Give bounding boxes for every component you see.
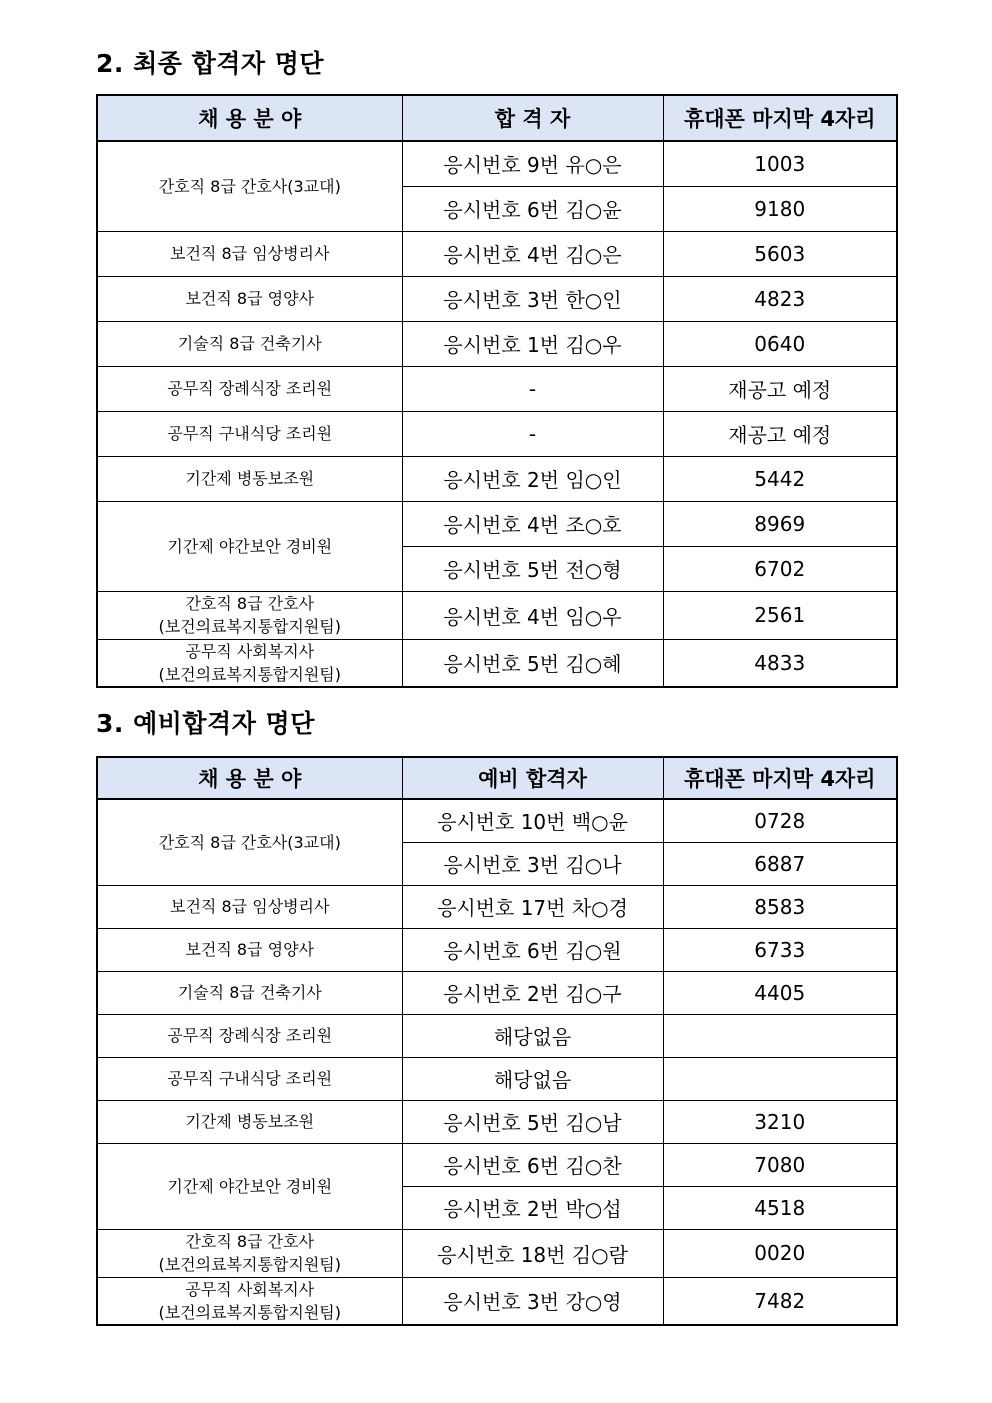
header-phone: 휴대폰 마지막 4자리 bbox=[663, 757, 897, 799]
table-row bbox=[97, 276, 897, 321]
reserve-section-title: 3. 예비합격자 명단 bbox=[96, 709, 315, 738]
person-cell: 응시번호 5번 전○형 bbox=[402, 546, 663, 591]
field-cell: 기간제 병동보조원 bbox=[97, 456, 402, 501]
table-row bbox=[97, 366, 897, 411]
field-cell: 기간제 야간보안 경비원 bbox=[97, 501, 402, 591]
field-cell: 보건직 8급 임상병리사 bbox=[97, 885, 402, 928]
field-cell: 보건직 8급 임상병리사 bbox=[97, 231, 402, 276]
field-cell: 보건직 8급 영양사 bbox=[97, 276, 402, 321]
table-row bbox=[97, 456, 897, 501]
phone-cell: 0728 bbox=[663, 799, 897, 842]
table-row bbox=[97, 501, 897, 546]
reserve-table bbox=[96, 756, 898, 1326]
field-cell: 공무직 장례식장 조리원 bbox=[97, 366, 402, 411]
phone-cell: 5603 bbox=[663, 231, 897, 276]
header-person: 예비 합격자 bbox=[402, 757, 663, 799]
table-row bbox=[97, 591, 897, 639]
person-cell: 응시번호 9번 유○은 bbox=[402, 141, 663, 186]
header-phone: 휴대폰 마지막 4자리 bbox=[663, 95, 897, 141]
person-cell: 응시번호 18번 김○람 bbox=[402, 1229, 663, 1277]
person-cell: 응시번호 1번 김○우 bbox=[402, 321, 663, 366]
table-row bbox=[97, 1277, 897, 1325]
person-cell: - bbox=[402, 411, 663, 456]
field-cell: 간호직 8급 간호사(3교대) bbox=[97, 799, 402, 885]
field-line: (보건의료복지통합지원팀) bbox=[158, 1255, 341, 1274]
phone-cell: 1003 bbox=[663, 141, 897, 186]
phone-cell bbox=[663, 1057, 897, 1100]
phone-cell: 5442 bbox=[663, 456, 897, 501]
phone-cell: 7482 bbox=[663, 1277, 897, 1325]
table-row bbox=[97, 639, 897, 687]
field-line: 공무직 사회복지사 bbox=[185, 1279, 315, 1299]
final-header-row bbox=[97, 95, 897, 141]
phone-cell: 재공고 예정 bbox=[663, 411, 897, 456]
phone-cell: 8969 bbox=[663, 501, 897, 546]
table-row bbox=[97, 231, 897, 276]
phone-cell: 6733 bbox=[663, 928, 897, 971]
table-row bbox=[97, 1100, 897, 1143]
person-cell: 해당없음 bbox=[402, 1057, 663, 1100]
table-row bbox=[97, 1229, 897, 1277]
phone-cell: 2561 bbox=[663, 591, 897, 639]
field-line: 간호직 8급 간호사 bbox=[185, 594, 315, 613]
field-cell: 기간제 병동보조원 bbox=[97, 1100, 402, 1143]
table-row bbox=[97, 1057, 897, 1100]
table-row bbox=[97, 885, 897, 928]
field-cell bbox=[97, 639, 402, 687]
field-line: (보건의료복지통합지원팀) bbox=[158, 1302, 341, 1322]
person-cell: 응시번호 3번 한○인 bbox=[402, 276, 663, 321]
field-cell: 보건직 8급 영양사 bbox=[97, 928, 402, 971]
phone-cell: 6887 bbox=[663, 842, 897, 885]
header-field: 채 용 분 야 bbox=[97, 95, 402, 141]
phone-cell: 0020 bbox=[663, 1229, 897, 1277]
phone-cell: 8583 bbox=[663, 885, 897, 928]
person-cell: 응시번호 6번 김○찬 bbox=[402, 1143, 663, 1186]
person-cell: 응시번호 4번 임○우 bbox=[402, 591, 663, 639]
field-line: (보건의료복지통합지원팀) bbox=[158, 664, 341, 684]
person-cell: 응시번호 17번 차○경 bbox=[402, 885, 663, 928]
person-cell: 응시번호 6번 김○윤 bbox=[402, 186, 663, 231]
phone-cell: 0640 bbox=[663, 321, 897, 366]
field-cell: 기술직 8급 건축기사 bbox=[97, 971, 402, 1014]
field-cell bbox=[97, 591, 402, 639]
person-cell: 응시번호 10번 백○윤 bbox=[402, 799, 663, 842]
person-cell: 응시번호 4번 조○호 bbox=[402, 501, 663, 546]
person-cell: 응시번호 5번 김○남 bbox=[402, 1100, 663, 1143]
field-cell: 기간제 야간보안 경비원 bbox=[97, 1143, 402, 1229]
reserve-header-row bbox=[97, 757, 897, 799]
phone-cell bbox=[663, 1014, 897, 1057]
table-row bbox=[97, 799, 897, 842]
phone-cell: 4823 bbox=[663, 276, 897, 321]
field-cell bbox=[97, 1229, 402, 1277]
person-cell: 응시번호 2번 임○인 bbox=[402, 456, 663, 501]
table-row bbox=[97, 1014, 897, 1057]
person-cell: 응시번호 2번 김○구 bbox=[402, 971, 663, 1014]
table-row bbox=[97, 411, 897, 456]
field-cell bbox=[97, 1277, 402, 1325]
person-cell: 응시번호 5번 김○혜 bbox=[402, 639, 663, 687]
phone-cell: 4518 bbox=[663, 1186, 897, 1229]
phone-cell: 3210 bbox=[663, 1100, 897, 1143]
person-cell: 응시번호 3번 강○영 bbox=[402, 1277, 663, 1325]
final-table bbox=[96, 94, 898, 688]
field-cell: 간호직 8급 간호사(3교대) bbox=[97, 141, 402, 231]
person-cell: 응시번호 3번 김○나 bbox=[402, 842, 663, 885]
header-person: 합 격 자 bbox=[402, 95, 663, 141]
person-cell: 응시번호 4번 김○은 bbox=[402, 231, 663, 276]
person-cell: 응시번호 6번 김○원 bbox=[402, 928, 663, 971]
phone-cell: 6702 bbox=[663, 546, 897, 591]
field-cell: 공무직 장례식장 조리원 bbox=[97, 1014, 402, 1057]
table-row bbox=[97, 141, 897, 186]
table-row bbox=[97, 971, 897, 1014]
field-cell: 기술직 8급 건축기사 bbox=[97, 321, 402, 366]
table-row bbox=[97, 928, 897, 971]
person-cell: 응시번호 2번 박○섭 bbox=[402, 1186, 663, 1229]
table-row bbox=[97, 1143, 897, 1186]
table-row bbox=[97, 321, 897, 366]
field-line: 간호직 8급 간호사 bbox=[185, 1232, 315, 1251]
person-cell: - bbox=[402, 366, 663, 411]
phone-cell: 7080 bbox=[663, 1143, 897, 1186]
field-cell: 공무직 구내식당 조리원 bbox=[97, 1057, 402, 1100]
phone-cell: 재공고 예정 bbox=[663, 366, 897, 411]
header-field: 채 용 분 야 bbox=[97, 757, 402, 799]
phone-cell: 4405 bbox=[663, 971, 897, 1014]
final-section-title: 2. 최종 합격자 명단 bbox=[96, 49, 325, 78]
field-line: (보건의료복지통합지원팀) bbox=[158, 617, 341, 636]
field-cell: 공무직 구내식당 조리원 bbox=[97, 411, 402, 456]
person-cell: 해당없음 bbox=[402, 1014, 663, 1057]
field-line: 공무직 사회복지사 bbox=[185, 641, 315, 661]
phone-cell: 9180 bbox=[663, 186, 897, 231]
phone-cell: 4833 bbox=[663, 639, 897, 687]
